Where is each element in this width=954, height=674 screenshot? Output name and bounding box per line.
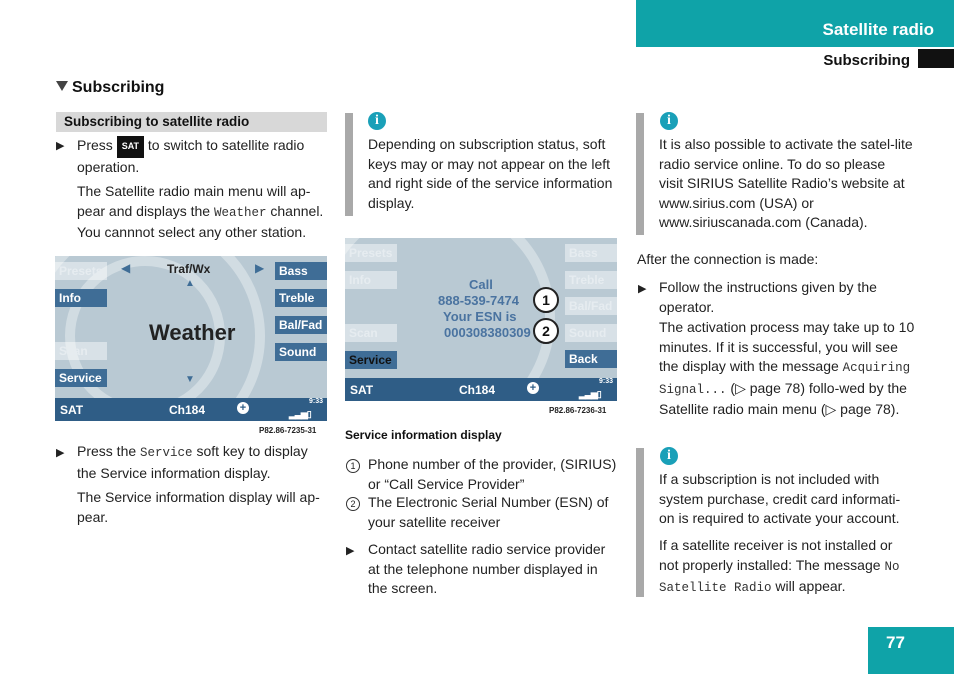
up-arrow-icon: ▲ bbox=[185, 278, 195, 289]
figure-id: P82.86-7235-31 bbox=[259, 426, 317, 435]
info-bar bbox=[636, 448, 644, 597]
info-icon: i bbox=[660, 447, 678, 465]
section-heading: Subscribing bbox=[56, 79, 164, 97]
plus-icon: + bbox=[237, 402, 249, 414]
legend-item-2: The Electronic Serial Number (ESN) of your satellite receiver bbox=[368, 494, 609, 530]
paragraph: The Satellite radio main menu will ap-pear and displays the Weather channel. You cannnot select any other station. bbox=[77, 183, 324, 240]
info-note-online: It is also possible to activate the satel-lite radio service online. To do so please visit SIRIUS Satellite Radio’s website at www.sirius.com (USA) or www.siriuscanada.com (Canada). bbox=[659, 136, 913, 230]
call-text: Call bbox=[469, 277, 493, 292]
page-number: 77 bbox=[868, 627, 954, 674]
esn-label: Your ESN is bbox=[443, 309, 517, 324]
right-arrow-icon: ▶ bbox=[255, 261, 265, 275]
category-label: Traf/Wx bbox=[167, 262, 211, 276]
esn-number: 000308380309 bbox=[444, 325, 531, 340]
info-note-subscription: If a subscription is not included with system purchase, credit card informati-on is required to activate your account. bbox=[659, 471, 901, 526]
softkey-balfad: Bal/Fad bbox=[275, 316, 327, 334]
paragraph: The activation process may take up to 10 minutes. If it is successful, you will see the display with the message Acquiring Signal... (▷ page 78) follo-wed by the Satellite radio main menu (▷ page 78). bbox=[659, 319, 915, 417]
softkey-service: Service bbox=[55, 369, 107, 387]
softkey-sound: Sound bbox=[565, 324, 617, 342]
info-note: Depending on subscription status, soft keys may or may not appear on the left and right side of the service information display. bbox=[368, 136, 613, 211]
step-contact-provider: Contact satellite radio service provider at the telephone number displayed in the screen. bbox=[368, 541, 606, 596]
chapter-title: Satellite radio bbox=[822, 20, 934, 39]
plus-icon: + bbox=[527, 382, 539, 394]
softkey-bass: Bass bbox=[565, 244, 617, 262]
bullet-icon: ▶ bbox=[638, 283, 647, 295]
left-arrow-icon: ◀ bbox=[121, 261, 131, 275]
info-icon: i bbox=[660, 112, 678, 130]
triangle-icon bbox=[56, 81, 68, 91]
sat-key: SAT bbox=[117, 136, 144, 158]
status-bar: SAT Ch184 + 9:33 ▂▃▅▯ bbox=[345, 378, 617, 401]
signal-icon: ▂▃▅▯ bbox=[579, 389, 601, 399]
softkey-scan: Scan bbox=[345, 324, 397, 342]
down-arrow-icon: ▼ bbox=[185, 374, 195, 385]
info-bar bbox=[636, 113, 644, 235]
callout-marker-2: 2 bbox=[533, 318, 559, 344]
legend-item-1: Phone number of the provider, (SIRIUS) or “Call Service Provider” bbox=[368, 456, 617, 492]
bullet-icon: ▶ bbox=[346, 545, 355, 557]
legend-number-1: 1 bbox=[346, 459, 360, 473]
status-bar: SAT Ch184 + 9:33 ▂▃▅▯ bbox=[55, 398, 327, 421]
step-press-service: Press the Service soft key to display the Service information display. bbox=[77, 443, 308, 481]
softkey-info: Info bbox=[55, 289, 107, 307]
header-marker bbox=[918, 49, 954, 68]
softkey-treble: Treble bbox=[565, 271, 617, 289]
figure-caption: Service information display bbox=[345, 428, 502, 442]
softkey-sound: Sound bbox=[275, 343, 327, 361]
softkey-scan: Scan bbox=[55, 342, 107, 360]
legend-number-2: 2 bbox=[346, 497, 360, 511]
softkey-info: Info bbox=[345, 271, 397, 289]
softkey-balfad: Bal/Fad bbox=[565, 297, 617, 315]
satellite-main-display bbox=[55, 256, 327, 421]
softkey-treble: Treble bbox=[275, 289, 327, 307]
softkey-back: Back bbox=[565, 350, 617, 368]
subheading-bar: Subscribing to satellite radio bbox=[56, 112, 327, 132]
callout-marker-1: 1 bbox=[533, 287, 559, 313]
softkey-presets: Presets bbox=[55, 262, 107, 280]
paragraph: The Service information display will ap-pear. bbox=[77, 489, 320, 525]
info-icon: i bbox=[368, 112, 386, 130]
bullet-icon: ▶ bbox=[56, 140, 65, 152]
figure-id: P82.86-7236-31 bbox=[549, 406, 607, 415]
softkey-presets: Presets bbox=[345, 244, 397, 262]
info-note-receiver: If a satellite receiver is not installed or not properly installed: The message No Satellite Radio will appear. bbox=[659, 537, 900, 595]
signal-icon: ▂▃▅▯ bbox=[289, 409, 311, 419]
channel-name: Weather bbox=[149, 320, 236, 345]
service-info-display bbox=[345, 238, 617, 401]
bullet-icon: ▶ bbox=[56, 447, 65, 459]
step-follow-operator: Follow the instructions given by the operator. bbox=[659, 279, 877, 315]
paragraph: After the connection is made: bbox=[637, 251, 819, 267]
section-subtitle: Subscribing bbox=[823, 52, 910, 69]
softkey-bass: Bass bbox=[275, 262, 327, 280]
softkey-service: Service bbox=[345, 351, 397, 369]
info-bar bbox=[345, 113, 353, 216]
step-press-sat: Press SAT to switch to satellite radio operation. bbox=[77, 137, 305, 175]
phone-number: 888-539-7474 bbox=[438, 293, 519, 308]
